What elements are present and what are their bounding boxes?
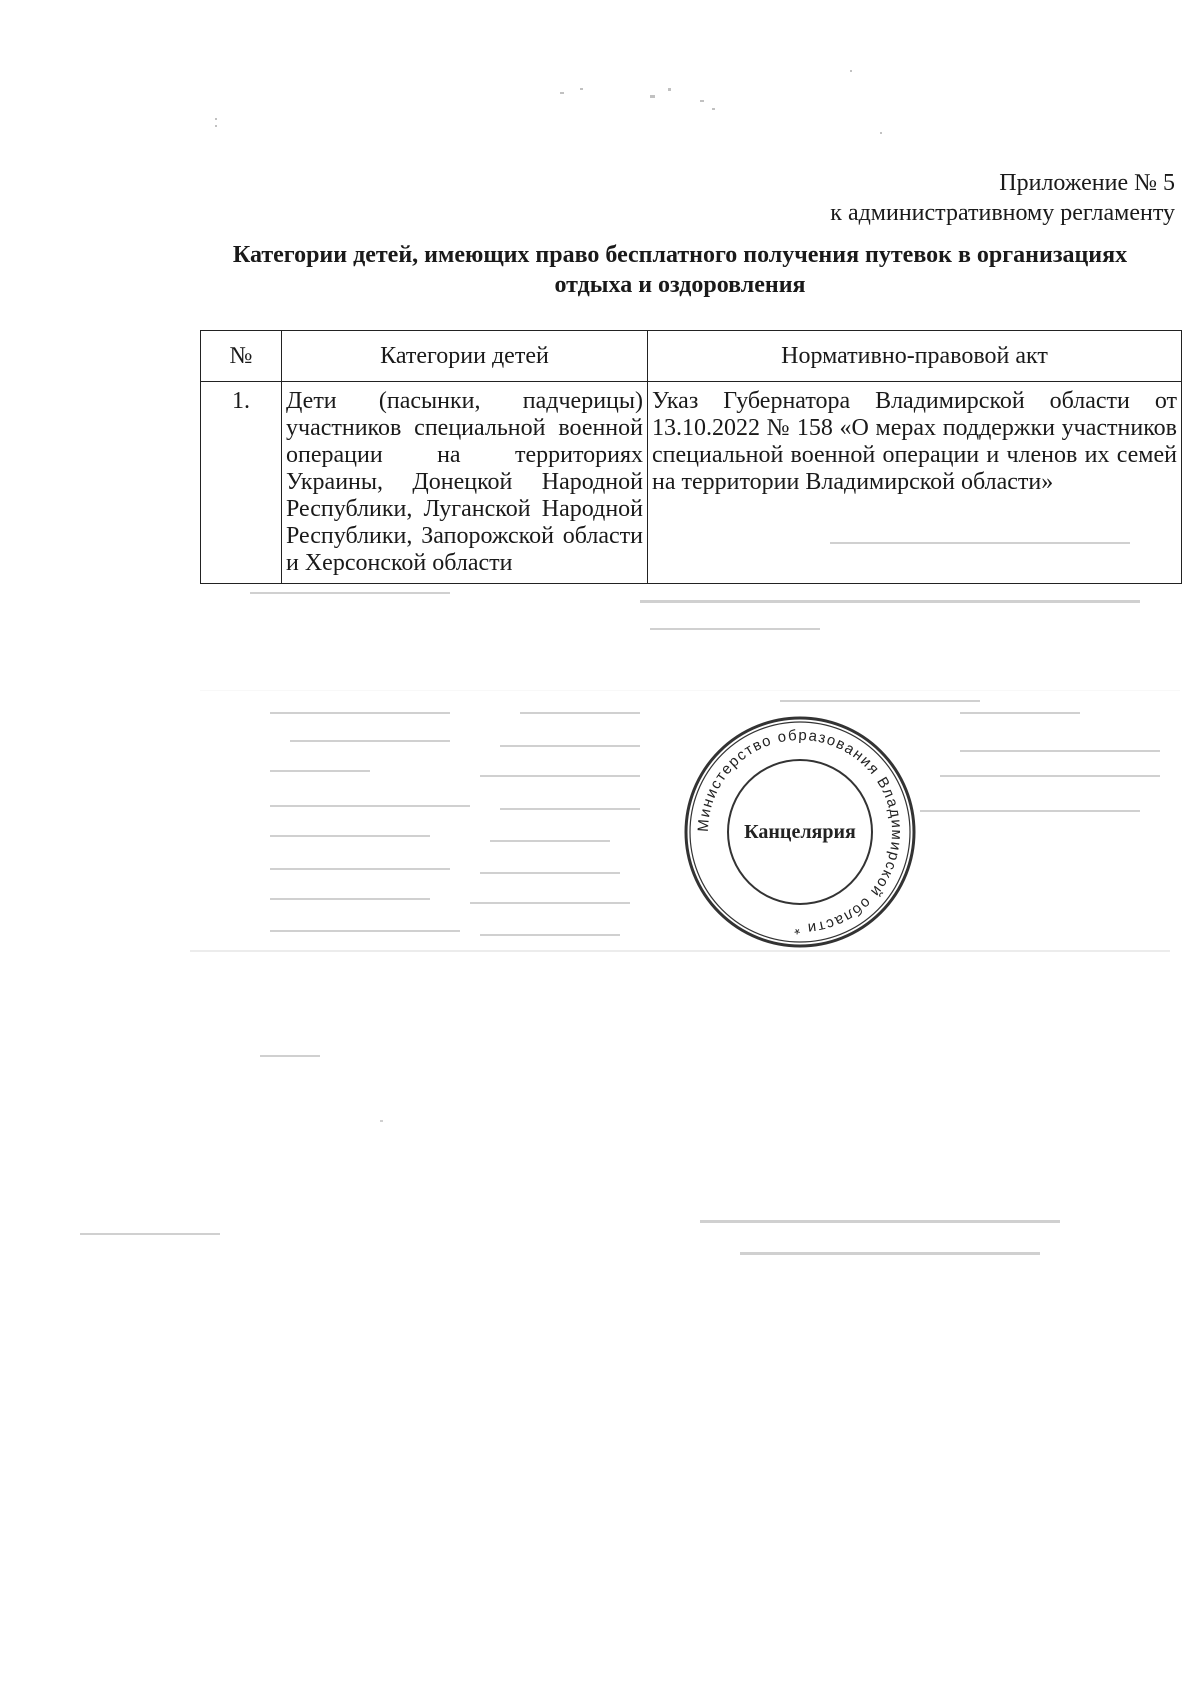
table-header-row (201, 331, 1182, 382)
appendix-number: Приложение № 5 (999, 170, 1175, 196)
categories-table (200, 330, 1182, 584)
header-number: № (201, 331, 282, 382)
document-title (180, 240, 1180, 300)
stamp-ring-text: Министерство образования Владимирской области * (694, 726, 906, 938)
row-number: 1. (201, 382, 282, 584)
appendix-reference: к административному регламенту (830, 200, 1175, 226)
header-category: Категории детей (282, 331, 648, 382)
appendix-header (830, 168, 1175, 228)
title-line-1: Категории детей, имеющих право бесплатного получения путевок в организациях (232, 242, 1128, 268)
row-category: Дети (пасынки, падчерицы) участников специальной военной операции на территориях Украины, Донецкой Народной Республики, Луганской Народной Республики, Запорожской области и Херсонской области (282, 382, 648, 584)
title-line-2: отдыха и оздоровления (554, 272, 806, 298)
header-legal-act: Нормативно-правовой акт (648, 331, 1182, 382)
stamp-center-text: Канцелярия (744, 821, 856, 843)
row-legal-act: Указ Губернатора Владимирской области от 13.10.2022 № 158 «О мерах поддержки участников специальной военной операции и членов их семей на территории Владимирской области» (648, 382, 1182, 584)
table-row (201, 382, 1182, 584)
official-stamp (680, 712, 920, 952)
